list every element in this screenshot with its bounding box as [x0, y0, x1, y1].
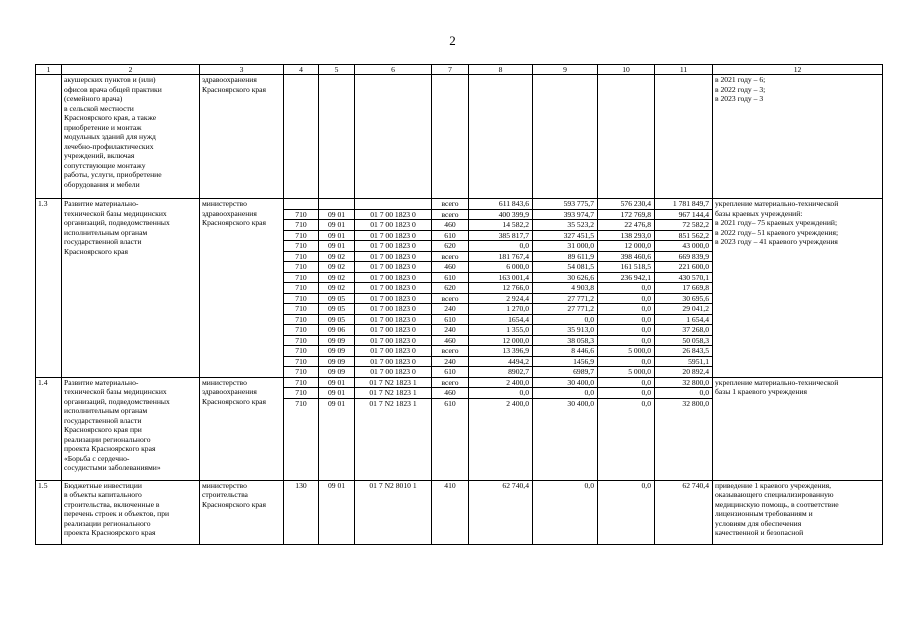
activity-name: [62, 377, 200, 480]
section-code: 09 01: [319, 230, 355, 241]
amount-2021: 181 767,4: [469, 251, 533, 262]
activity-name-line: исполнительным органам: [64, 406, 148, 415]
empty-cell: [598, 75, 655, 199]
expected-result-line: оказывающего специализированную: [715, 490, 834, 499]
activity-name-line: Бюджетные инвестиции: [64, 480, 142, 490]
amount-2021: 385 817,7: [469, 230, 533, 241]
target-article: 01 7 00 1823 0: [355, 304, 432, 315]
target-article: 01 7 N2 1823 1: [355, 398, 432, 480]
activity-name-line: «Борьба с сердечно-: [64, 453, 130, 463]
amount-2022: 6989,7: [533, 367, 598, 378]
section-code: 09 05: [319, 304, 355, 315]
amount-2021: 163 001,4: [469, 272, 533, 283]
section-code: 09 09: [319, 367, 355, 378]
section-code: 09 05: [319, 314, 355, 325]
amount-total: 669 839,9: [655, 251, 713, 262]
activity-name: [62, 480, 200, 544]
target-article: 01 7 00 1823 0: [355, 356, 432, 367]
amount-total: 50 058,3: [655, 335, 713, 346]
amount-2021: 12 000,0: [469, 335, 533, 346]
amount-2023: 0,0: [598, 388, 655, 399]
executor-line: здравоохранения: [202, 387, 257, 396]
column-header: 3: [200, 65, 284, 75]
section-code: 09 01: [319, 398, 355, 480]
amount-2023: 0,0: [598, 480, 655, 544]
amount-total: 26 843,5: [655, 346, 713, 357]
expected-result-line: базы 1 краевого учреждения: [715, 387, 807, 396]
amount-2022: 35 523,2: [533, 220, 598, 231]
amount-total: 1 781 849,7: [655, 199, 713, 210]
expense-type: всего: [432, 209, 469, 220]
grbs-code: 710: [284, 388, 319, 399]
expected-result-line: в 2021 году– 75 краевых учреждений;: [715, 218, 838, 227]
activity-name-line: в объекты капитального: [64, 490, 142, 499]
amount-total: 30 695,6: [655, 293, 713, 304]
amount-2022: 35 913,0: [533, 325, 598, 336]
expected-result-line: условиям для обеспечения: [715, 518, 802, 528]
amount-total: 32 800,0: [655, 377, 713, 388]
expense-type: всего: [432, 293, 469, 304]
activity-name-line: офисов врача общей практики: [64, 84, 162, 94]
section-code: 09 01: [319, 220, 355, 231]
amount-2021: 4494,2: [469, 356, 533, 367]
expected-result-line: лицензионным требованиям и: [715, 509, 813, 518]
amount-2023: 0,0: [598, 304, 655, 315]
expected-result-line: укрепление материально-технической: [715, 199, 839, 208]
grbs-code: 710: [284, 209, 319, 220]
activity-name-line: в сельской местности: [64, 103, 134, 113]
table-row: [36, 75, 883, 199]
activity-name-line: исполнительным органам: [64, 227, 148, 237]
expected-result-line: в 2023 году – 41 краевого учреждения: [715, 237, 838, 246]
amount-total: 430 570,1: [655, 272, 713, 283]
activity-name-line: оборудования и мебели: [64, 179, 140, 189]
amount-2023: 0,0: [598, 283, 655, 294]
amount-total: 967 144,4: [655, 209, 713, 220]
amount-2023: 0,0: [598, 314, 655, 325]
amount-2022: 1456,9: [533, 356, 598, 367]
activity-name-line: государственной власти: [64, 237, 142, 246]
expense-type: 240: [432, 304, 469, 315]
expected-result-line: в 2022 году – 3;: [715, 84, 766, 94]
expense-type: всего: [432, 251, 469, 262]
expense-type: всего: [432, 346, 469, 357]
section-code: 09 02: [319, 262, 355, 273]
expense-type: 620: [432, 241, 469, 252]
activity-name-line: модульных зданий для нужд: [64, 132, 156, 141]
executor-line: Красноярского края: [202, 396, 267, 406]
expected-result: [713, 199, 883, 378]
activity-name-line: Красноярского края при: [64, 425, 142, 434]
expected-result: [713, 377, 883, 480]
amount-2021: 62 740,4: [469, 480, 533, 544]
activity-name-line: проекта Красноярского края: [64, 444, 156, 453]
amount-2021: 1 270,0: [469, 304, 533, 315]
table-row: [36, 199, 883, 210]
amount-2023: 398 460,6: [598, 251, 655, 262]
amount-2022: 4 903,8: [533, 283, 598, 294]
grbs-code: 710: [284, 335, 319, 346]
amount-2021: 0,0: [469, 388, 533, 399]
amount-2023: 0,0: [598, 398, 655, 480]
activity-name: [62, 75, 200, 199]
expense-type: 610: [432, 272, 469, 283]
section-code: 09 09: [319, 335, 355, 346]
amount-2023: 0,0: [598, 325, 655, 336]
activity-name-line: учреждений, включая: [64, 151, 135, 160]
activity-name-line: сопутствующие монтажу: [64, 160, 146, 170]
amount-2023: 0,0: [598, 335, 655, 346]
amount-total: 72 582,2: [655, 220, 713, 231]
executor-line: Красноярского края: [202, 84, 267, 94]
amount-total: 0,0: [655, 388, 713, 399]
target-article: 01 7 00 1823 0: [355, 335, 432, 346]
empty-cell: [655, 75, 713, 199]
expense-type: 240: [432, 325, 469, 336]
target-article: 01 7 N2 8010 1: [355, 480, 432, 544]
empty-cell: [355, 75, 432, 199]
section-code: 09 02: [319, 283, 355, 294]
grbs-code: 710: [284, 272, 319, 283]
amount-2021: 2 400,0: [469, 377, 533, 388]
activity-name-line: государственной власти: [64, 415, 142, 425]
expected-result-line: укрепление материально-технической: [715, 377, 839, 387]
grbs-code: 710: [284, 220, 319, 231]
amount-total: 29 041,2: [655, 304, 713, 315]
section-code: 09 02: [319, 272, 355, 283]
amount-2021: 13 396,9: [469, 346, 533, 357]
amount-2022: 89 611,9: [533, 251, 598, 262]
expense-type: 610: [432, 230, 469, 241]
amount-2022: 0,0: [533, 314, 598, 325]
section-code: 09 09: [319, 356, 355, 367]
amount-2023: 576 230,4: [598, 199, 655, 210]
activity-name-line: Красноярского края, а также: [64, 113, 157, 122]
expected-result-line: приведение 1 краевого учреждения,: [715, 480, 832, 490]
target-article: 01 7 00 1823 0: [355, 241, 432, 252]
empty-cell: [284, 75, 319, 199]
target-article: 01 7 00 1823 0: [355, 220, 432, 231]
amount-2022: 30 400,0: [533, 377, 598, 388]
target-article: 01 7 00 1823 0: [355, 283, 432, 294]
expense-type: 610: [432, 367, 469, 378]
section-code: 09 01: [319, 377, 355, 388]
grbs-code: 710: [284, 304, 319, 315]
target-article: 01 7 00 1823 0: [355, 325, 432, 336]
amount-2021: 12 766,0: [469, 283, 533, 294]
executor-line: здравоохранения: [202, 75, 257, 84]
grbs-code: 710: [284, 346, 319, 357]
amount-2022: 27 771,2: [533, 304, 598, 315]
table-header-row: [36, 65, 883, 75]
expected-result: [713, 75, 883, 199]
expected-result-line: базы краевых учреждений:: [715, 208, 803, 218]
expected-result: [713, 480, 883, 544]
amount-2023: 138 293,0: [598, 230, 655, 241]
amount-2022: 0,0: [533, 388, 598, 399]
expense-type: 460: [432, 220, 469, 231]
empty-cell: [319, 75, 355, 199]
grbs-code: 710: [284, 293, 319, 304]
activity-name-line: технической базы медицинских: [64, 208, 167, 218]
amount-total: 1 654,4: [655, 314, 713, 325]
amount-2023: 5 000,0: [598, 367, 655, 378]
amount-2023: 0,0: [598, 356, 655, 367]
table-row: [36, 377, 883, 388]
amount-2023: 0,0: [598, 377, 655, 388]
section-code: 09 09: [319, 346, 355, 357]
executor: [200, 199, 284, 378]
amount-2023: 161 518,5: [598, 262, 655, 273]
section-code: [319, 199, 355, 210]
amount-total: 62 740,4: [655, 480, 713, 544]
target-article: 01 7 00 1823 0: [355, 314, 432, 325]
executor: [200, 75, 284, 199]
amount-2021: 1 355,0: [469, 325, 533, 336]
grbs-code: 710: [284, 251, 319, 262]
target-article: 01 7 00 1823 0: [355, 251, 432, 262]
amount-2021: 6 000,0: [469, 262, 533, 273]
amount-2021: 8902,7: [469, 367, 533, 378]
empty-cell: [533, 75, 598, 199]
row-number: 1.5: [36, 480, 62, 544]
section-code: 09 01: [319, 480, 355, 544]
amount-2021: 400 399,9: [469, 209, 533, 220]
executor-line: министерство: [202, 199, 247, 208]
row-number: 1.3: [36, 199, 62, 378]
amount-2023: 172 769,8: [598, 209, 655, 220]
grbs-code: 130: [284, 480, 319, 544]
executor-line: Красноярского края: [202, 499, 267, 509]
executor: [200, 480, 284, 544]
amount-2022: 31 000,0: [533, 241, 598, 252]
executor-line: министерство: [202, 377, 247, 387]
section-code: 09 01: [319, 388, 355, 399]
target-article: 01 7 N2 1823 1: [355, 377, 432, 388]
amount-2021: 611 843,6: [469, 199, 533, 210]
activity-name-line: строительства, включенные в: [64, 499, 160, 509]
amount-2022: 30 400,0: [533, 398, 598, 480]
activity-name-line: Развитие материально-: [64, 377, 139, 387]
amount-2021: 2 924,4: [469, 293, 533, 304]
empty-cell: [432, 75, 469, 199]
grbs-code: 710: [284, 230, 319, 241]
expense-type: 460: [432, 335, 469, 346]
amount-total: 5951,1: [655, 356, 713, 367]
expected-result-line: медицинскую помощь, в соответствие: [715, 499, 839, 509]
executor-line: здравоохранения: [202, 208, 257, 218]
expense-type: 460: [432, 262, 469, 273]
section-code: 09 05: [319, 293, 355, 304]
target-article: 01 7 00 1823 0: [355, 262, 432, 273]
target-article: 01 7 00 1823 0: [355, 367, 432, 378]
column-header: 7: [432, 65, 469, 75]
target-article: [355, 199, 432, 210]
grbs-code: 710: [284, 367, 319, 378]
amount-2022: 30 626,6: [533, 272, 598, 283]
table-row: [36, 480, 883, 544]
target-article: 01 7 N2 1823 1: [355, 388, 432, 399]
amount-2022: 327 451,5: [533, 230, 598, 241]
row-number: 1.4: [36, 377, 62, 480]
activity-name-line: приобретение и монтаж: [64, 122, 142, 132]
amount-2023: 5 000,0: [598, 346, 655, 357]
activity-name-line: Красноярского края: [64, 246, 129, 256]
amount-total: 17 669,8: [655, 283, 713, 294]
amount-2022: 593 775,7: [533, 199, 598, 210]
amount-2022: 38 058,3: [533, 335, 598, 346]
column-header: 9: [533, 65, 598, 75]
expense-type: 410: [432, 480, 469, 544]
grbs-code: 710: [284, 314, 319, 325]
amount-2023: 236 942,1: [598, 272, 655, 283]
activity-name-line: организаций, подведомственных: [64, 396, 170, 406]
activity-name: [62, 199, 200, 378]
row-number: [36, 75, 62, 199]
amount-total: 43 000,0: [655, 241, 713, 252]
column-header: 11: [655, 65, 713, 75]
activity-name-line: сосудистыми заболеваниями»: [64, 463, 161, 472]
activity-name-line: работы, услуги, приобретение: [64, 170, 162, 179]
expected-result-line: качественной и безопасной: [715, 528, 804, 537]
amount-2021: 0,0: [469, 241, 533, 252]
expense-type: 460: [432, 388, 469, 399]
target-article: 01 7 00 1823 0: [355, 209, 432, 220]
grbs-code: 710: [284, 325, 319, 336]
column-header: 1: [36, 65, 62, 75]
expense-type: всего: [432, 377, 469, 388]
executor-line: министерство: [202, 480, 247, 490]
amount-2021: 14 582,2: [469, 220, 533, 231]
amount-total: 221 600,0: [655, 262, 713, 273]
grbs-code: 710: [284, 283, 319, 294]
amount-2023: 12 000,0: [598, 241, 655, 252]
grbs-code: 710: [284, 377, 319, 388]
executor-line: Красноярского края: [202, 218, 267, 227]
target-article: 01 7 00 1823 0: [355, 230, 432, 241]
activity-name-line: Развитие материально-: [64, 199, 139, 208]
activity-name-line: перечень строек и объектов, при: [64, 509, 170, 518]
activity-name-line: проекта Красноярского края: [64, 528, 156, 537]
column-header: 5: [319, 65, 355, 75]
grbs-code: 710: [284, 241, 319, 252]
executor-line: строительства: [202, 490, 248, 499]
amount-total: 20 892,4: [655, 367, 713, 378]
amount-2022: 27 771,2: [533, 293, 598, 304]
column-header: 2: [62, 65, 200, 75]
expense-type: 610: [432, 314, 469, 325]
expense-type: всего: [432, 199, 469, 210]
activity-name-line: технической базы медицинских: [64, 387, 167, 396]
activity-name-line: лечебно-профилактических: [64, 141, 154, 151]
page-number: 2: [449, 33, 456, 48]
amount-2023: 0,0: [598, 293, 655, 304]
grbs-code: 710: [284, 262, 319, 273]
expense-type: 610: [432, 398, 469, 480]
section-code: 09 02: [319, 251, 355, 262]
grbs-code: 710: [284, 398, 319, 480]
column-header: 8: [469, 65, 533, 75]
amount-2021: 1654,4: [469, 314, 533, 325]
expense-type: 240: [432, 356, 469, 367]
amount-2022: 54 081,5: [533, 262, 598, 273]
amount-2022: 8 446,6: [533, 346, 598, 357]
section-code: 09 06: [319, 325, 355, 336]
amount-total: 37 268,0: [655, 325, 713, 336]
column-header: 6: [355, 65, 432, 75]
program-activities-table: [35, 64, 883, 545]
expected-result-line: в 2022 году– 51 краевого учреждения;: [715, 227, 839, 237]
target-article: 01 7 00 1823 0: [355, 272, 432, 283]
executor: [200, 377, 284, 480]
activity-name-line: (семейного врача): [64, 94, 123, 103]
target-article: 01 7 00 1823 0: [355, 293, 432, 304]
grbs-code: [284, 199, 319, 210]
expense-type: 620: [432, 283, 469, 294]
amount-total: 851 562,2: [655, 230, 713, 241]
amount-total: 32 800,0: [655, 398, 713, 480]
expected-result-line: в 2021 году – 6;: [715, 75, 766, 84]
expected-result-line: в 2023 году – 3: [715, 94, 764, 103]
section-code: 09 01: [319, 241, 355, 252]
amount-2022: 393 974,7: [533, 209, 598, 220]
section-code: 09 01: [319, 209, 355, 220]
empty-cell: [469, 75, 533, 199]
amount-2022: 0,0: [533, 480, 598, 544]
activity-name-line: организаций, подведомственных: [64, 218, 170, 227]
activity-name-line: реализации регионального: [64, 518, 151, 528]
column-header: 12: [713, 65, 883, 75]
amount-2023: 22 476,8: [598, 220, 655, 231]
grbs-code: 710: [284, 356, 319, 367]
amount-2021: 2 400,0: [469, 398, 533, 480]
activity-name-line: реализации регионального: [64, 434, 151, 444]
column-header: 4: [284, 65, 319, 75]
activity-name-line: акушерских пунктов и (или): [64, 75, 156, 84]
column-header: 10: [598, 65, 655, 75]
target-article: 01 7 00 1823 0: [355, 346, 432, 357]
